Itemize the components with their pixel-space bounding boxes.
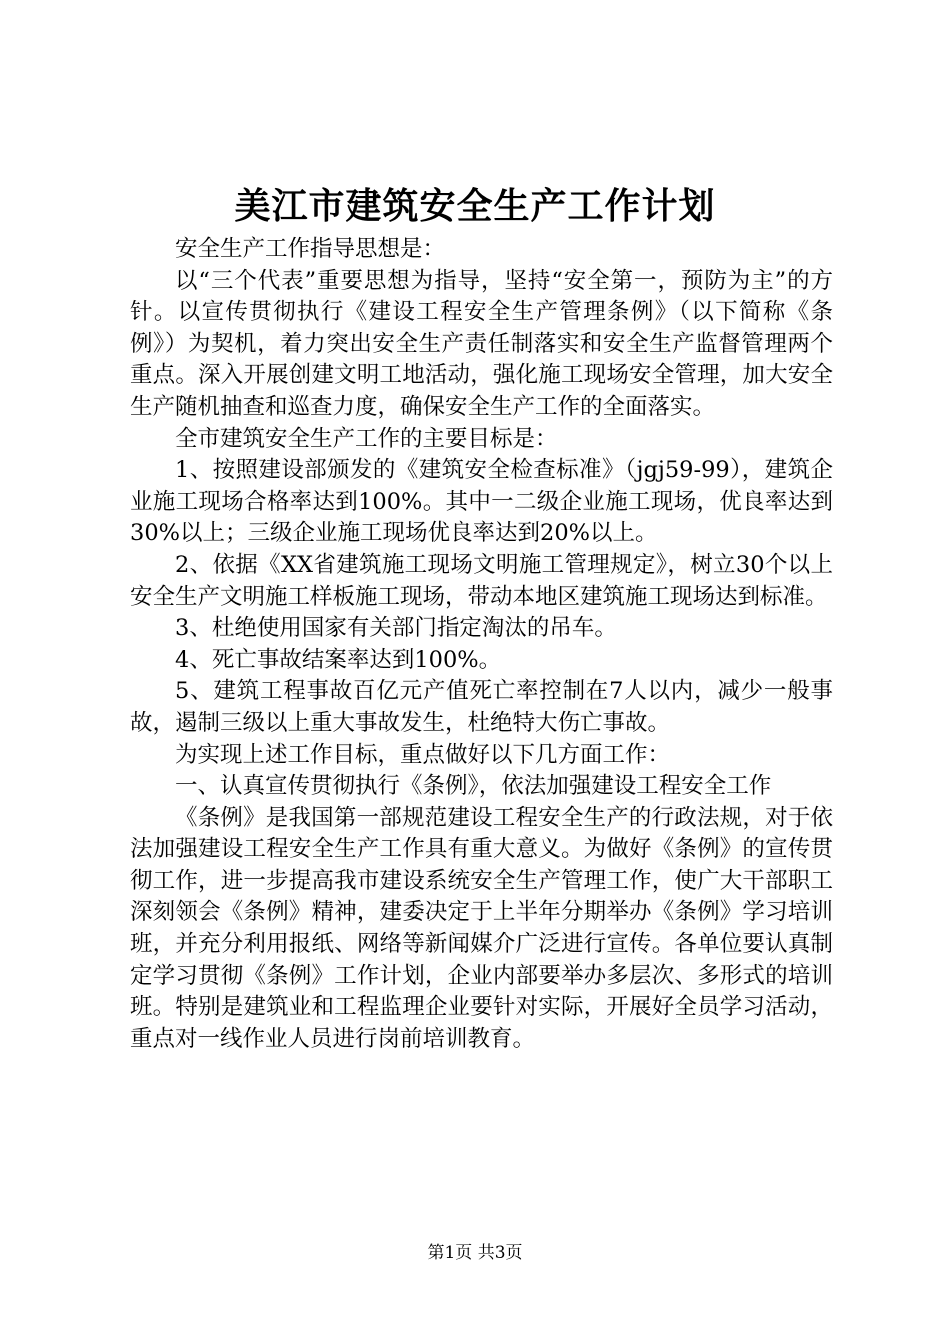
paragraph-guiding-thought: 以“三个代表”重要思想为指导，坚持“安全第一，预防为主”的方针。以宣传贯彻执行《建设工程安全生产管理条例》（以下简称《条例》）为契机，着力突出安全生产责任制落实和安全生产监督管理两个重点。深入开展创建文明工地活动，强化施工现场安全管理，加大安全生产随机抽查和巡查力度，确保安全生产工作的全面落实。 bbox=[130, 267, 833, 420]
section-heading-1: 一、认真宣传贯彻执行《条例》，依法加强建设工程安全工作 bbox=[175, 773, 772, 800]
paragraph-section-1-body: 《条例》是我国第一部规范建设工程安全生产的行政法规，对于依法加强建设工程安全生产工作具有重大意义。为做好《条例》的宣传贯彻工作，进一步提高我市建设系统安全生产管理工作，使广大干部职工深刻领会《条例》精神，建委决定于上半年分期举办《条例》学习培训班，并充分利用报纸、网络等新闻媒介广泛进行宣传。各单位要认真制定学习贯彻《条例》工作计划，企业内部要举办多层次、多形式的培训班。特别是建筑业和工程监理企业要针对实际，开展好全员学习活动，重点对一线作业人员进行岗前培训教育。 bbox=[130, 804, 833, 1052]
paragraph-goal-5: 5、建筑工程事故百亿元产值死亡率控制在7人以内，减少一般事故，遏制三级以上重大事故发生，杜绝特大伤亡事故。 bbox=[130, 678, 833, 736]
paragraph-work-intro: 为实现上述工作目标，重点做好以下几方面工作： bbox=[175, 741, 671, 768]
document-title: 美江市建筑安全生产工作计划 bbox=[234, 185, 716, 227]
paragraph-goal-3: 3、杜绝使用国家有关部门指定淘汰的吊车。 bbox=[175, 615, 617, 642]
paragraph-guiding-thought-heading: 安全生产工作指导思想是： bbox=[175, 236, 446, 262]
paragraph-goal-1: 1、按照建设部颁发的《建筑安全检查标准》（jgj59-99），建筑企业施工现场合格率达到100%。其中一二级企业施工现场，优良率达到30%以上；三级企业施工现场优良率达到20%以上。 bbox=[130, 457, 833, 547]
paragraph-goal-4: 4、死亡事故结案率达到100%。 bbox=[175, 646, 502, 673]
paragraph-goals-heading: 全市建筑安全生产工作的主要目标是： bbox=[175, 425, 558, 452]
page-footer: 第1页 共3页 bbox=[427, 1243, 523, 1263]
document-body bbox=[130, 234, 833, 1055]
paragraph-goal-2: 2、依据《XX省建筑施工现场文明施工管理规定》，树立30个以上安全生产文明施工样板施工现场，带动本地区建筑施工现场达到标准。 bbox=[130, 551, 833, 610]
